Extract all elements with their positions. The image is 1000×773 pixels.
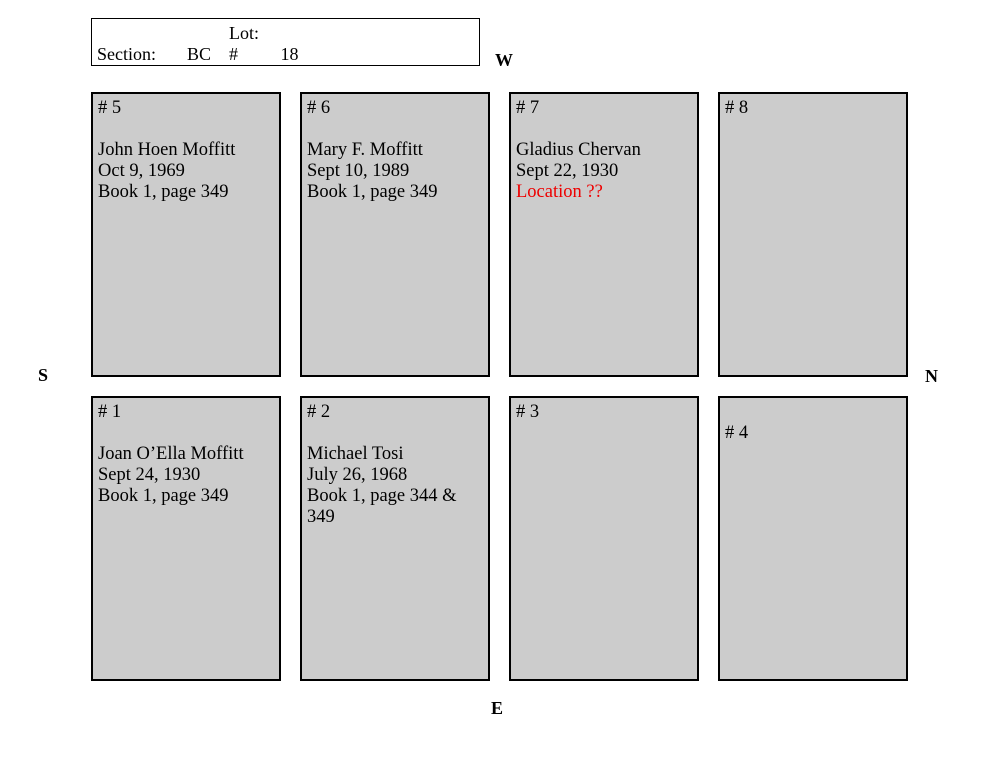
plot-number: # 7 <box>516 98 540 118</box>
compass-west: W <box>495 50 513 70</box>
plot-6 <box>300 92 490 377</box>
plot-number: # 2 <box>307 402 331 422</box>
plot-5 <box>91 92 281 377</box>
plot-date: Oct 9, 1969 <box>98 161 185 181</box>
plot-date: July 26, 1968 <box>307 465 408 485</box>
plot-record: Book 1, page 349 <box>98 182 229 202</box>
plot-date: Sept 22, 1930 <box>516 161 619 181</box>
plot-number: # 4 <box>725 423 749 443</box>
plot-location-note: Location ?? <box>516 182 603 202</box>
plot-name: Joan O’Ella Moffitt <box>98 444 244 464</box>
lot-label: Lot: # <box>229 23 259 64</box>
plot-record: Book 1, page 344 & <box>307 486 457 506</box>
plot-1 <box>91 396 281 681</box>
plot-record-continued: 349 <box>307 507 335 527</box>
plot-name: Gladius Chervan <box>516 140 641 160</box>
plot-number: # 5 <box>98 98 122 118</box>
plot-date: Sept 10, 1989 <box>307 161 410 181</box>
compass-north: N <box>925 366 938 386</box>
plot-record: Book 1, page 349 <box>307 182 438 202</box>
plot-number: # 3 <box>516 402 540 422</box>
plot-number: # 1 <box>98 402 122 422</box>
plot-2 <box>300 396 490 681</box>
section-value: BC <box>187 44 212 64</box>
plot-3 <box>509 396 699 681</box>
lot-header <box>91 18 480 66</box>
plot-7 <box>509 92 699 377</box>
plot-name: John Hoen Moffitt <box>98 140 236 160</box>
compass-south: S <box>38 365 49 385</box>
plot-date: Sept 24, 1930 <box>98 465 201 485</box>
plot-name: Mary F. Moffitt <box>307 140 423 160</box>
plot-number: # 6 <box>307 98 331 118</box>
plot-name: Michael Tosi <box>307 444 404 464</box>
compass-east: E <box>491 698 504 718</box>
plot-record: Book 1, page 349 <box>98 486 229 506</box>
plot-4 <box>718 396 908 681</box>
section-label: Section: <box>97 44 156 64</box>
lot-value: 18 <box>280 44 299 64</box>
plot-8 <box>718 92 908 377</box>
plot-number: # 8 <box>725 98 749 118</box>
